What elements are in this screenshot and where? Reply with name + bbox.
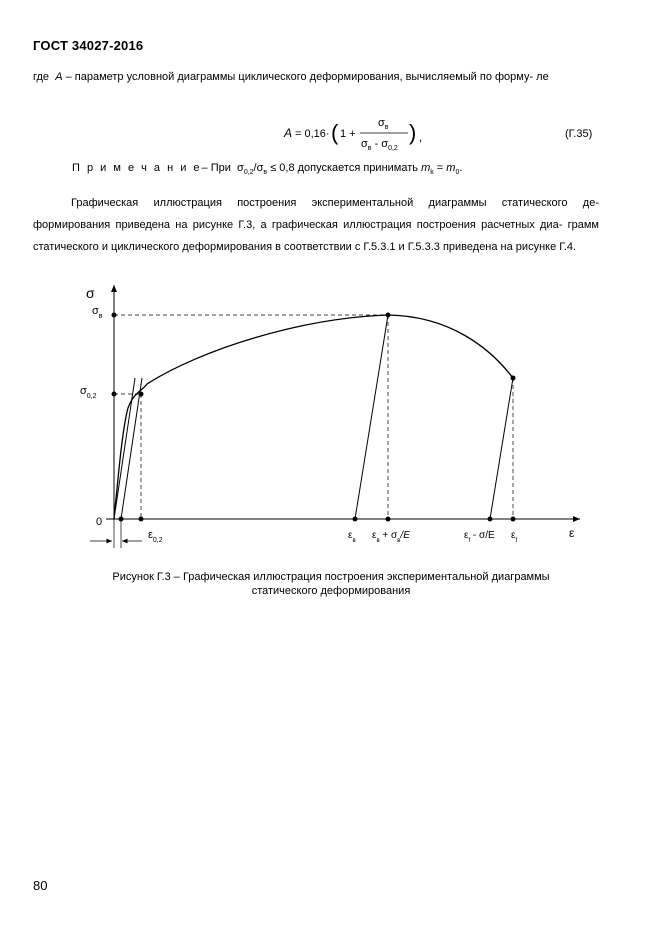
note-equality: $m_k = m_0$ xyxy=(421,162,460,177)
note-ratio: $\sigma_{0,2}/\sigma_в$ xyxy=(237,162,268,177)
x-tick-eps-f: $\varepsilon_f$ xyxy=(511,530,518,544)
paragraph-parameter-definition xyxy=(33,66,599,88)
caption-line-1: Рисунок Г.3 – Графическая иллюстрация построения экспериментальной диаграммы xyxy=(112,571,550,583)
formula-g35 xyxy=(280,110,430,156)
y-tick-sigma-02: $\sigma_{0,2}$ xyxy=(80,385,97,400)
note-label: П р и м е ч а н и е xyxy=(72,162,202,174)
unloading-line-f xyxy=(490,378,513,519)
stress-strain-curve xyxy=(114,315,513,519)
formula-lhs: A xyxy=(284,126,293,140)
formula-right-paren: ) xyxy=(409,120,417,145)
formula-one-plus: 1 + xyxy=(340,128,356,140)
point-eps-f-minus xyxy=(488,517,493,522)
note-line: П р и м е ч а н и е– При $\sigma_{0,2}/\sigma_в \le 0,8$ допускается принимать $m_k = m_0$. xyxy=(72,162,463,177)
point-sigma-b-axis xyxy=(112,313,117,318)
point-eps-b-plus xyxy=(386,517,391,522)
document-header: ГОСТ 34027-2016 xyxy=(33,38,144,53)
equation-number: (Г.35) xyxy=(565,128,593,140)
unloading-line-b xyxy=(355,315,388,519)
x-tick-eps-02: $\varepsilon_{0,2}$ xyxy=(148,529,163,544)
caption-line-2: статического деформирования xyxy=(251,585,411,597)
paragraph-figure-reference: Графическая иллюстрация построения экспериментальной диаграммы статического де- формирования приведена на рисунке Г.3, а графическая иллюстрация построения расчетных диа- грамм статического и циклического деформирования в соответствии с Г.5.3.1 и Г.5.3.3 приведена на рисунке Г.4. xyxy=(33,197,599,253)
point-ultimate xyxy=(386,313,391,318)
formula-denominator: $\sigma_в - \sigma_{0,2}$ xyxy=(361,138,398,152)
point-fracture xyxy=(511,376,516,381)
note-condition: ≤ 0,8 допускается принимать xyxy=(270,162,418,174)
x-tick-eps-b: $\varepsilon_в$ xyxy=(348,530,356,544)
formula-numerator: $\sigma_в$ xyxy=(378,117,389,131)
definition-text: – параметр условной диаграммы циклического деформирования, вычисляемый по форму- ле xyxy=(65,71,549,83)
figure-caption xyxy=(33,570,629,598)
point-yield xyxy=(139,392,144,397)
point-eps-02 xyxy=(139,517,144,522)
point-eps-b xyxy=(353,517,358,522)
formula-tail: , xyxy=(419,132,423,144)
origin-label: 0 xyxy=(96,516,103,528)
symbol-a: A xyxy=(55,71,63,83)
page-number: 80 xyxy=(33,878,48,893)
word-where: где xyxy=(33,71,50,83)
formula-left-paren: ( xyxy=(331,120,339,145)
y-tick-sigma-b: $\sigma_в$ xyxy=(92,305,103,320)
point-sigma-02-axis xyxy=(112,392,117,397)
x-tick-eps-b-plus: $\varepsilon_в + \sigma_в/E$ xyxy=(372,530,410,544)
point-offset xyxy=(119,517,124,522)
x-axis-label: ε xyxy=(569,526,575,540)
stress-strain-diagram xyxy=(0,280,661,555)
y-axis-label: σ xyxy=(86,285,95,301)
x-tick-eps-f-minus: $\varepsilon_f - \sigma/E$ xyxy=(464,530,495,544)
formula-eq: = 0,16· xyxy=(295,128,330,140)
point-eps-f xyxy=(511,517,516,522)
